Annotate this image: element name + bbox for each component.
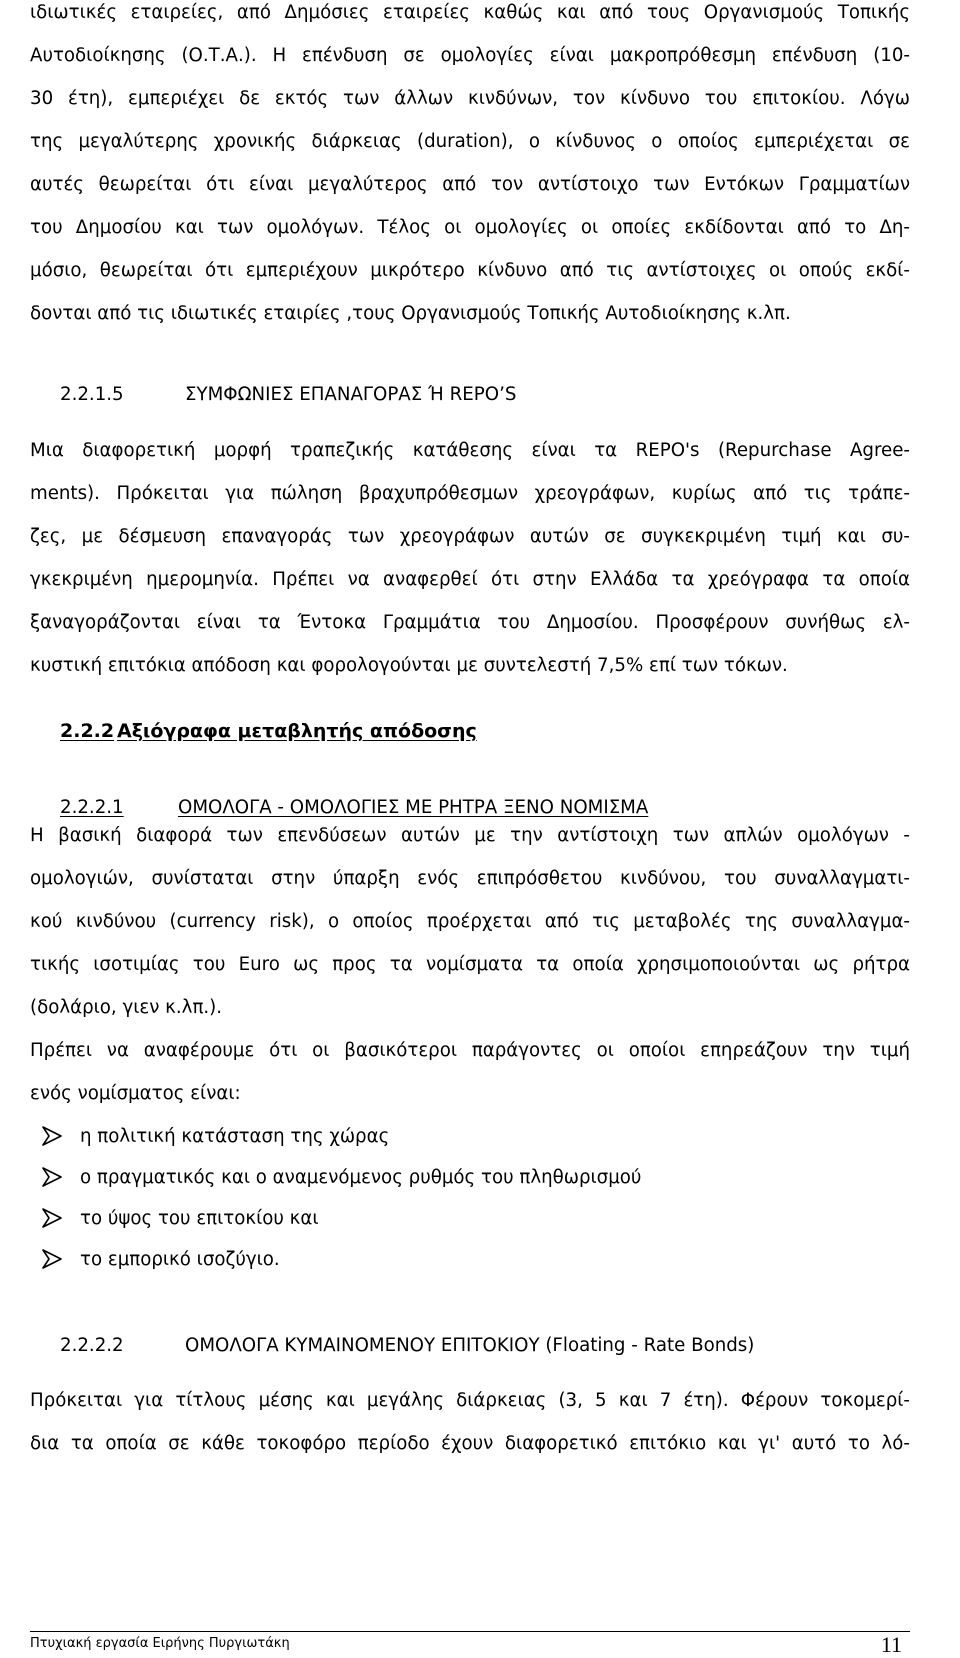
paragraph-line: του Δημοσίου και των ομολόγων. Τέλος οι ομολογίες οι οποίες εκδίδονται από το Δη- <box>30 217 910 238</box>
paragraph-line: δια τα οποία σε κάθε τοκοφόρο περίοδο έχουν διαφορετικό επιτόκιο και γι' αυτό το λό- <box>30 1433 910 1454</box>
section-number: 2.2.1.5 <box>60 384 124 405</box>
paragraph-line: Αυτοδιοίκησης (Ο.Τ.Α.). Η επένδυση σε ομολογίες είναι μακροπρόθεσμη επένδυση (10- <box>30 45 910 66</box>
paragraph-line: Πρέπει να αναφέρουμε ότι οι βασικότεροι παράγοντες οι οποίοι επηρεάζουν την τιμή <box>30 1040 910 1061</box>
paragraph-line: αυτές θεωρείται ότι είναι μεγαλύτερος από τον αντίστοιχο των Εντόκων Γραμματίων <box>30 174 910 195</box>
footer-divider <box>30 1631 910 1632</box>
paragraph-line: 30 έτη), εμπεριέχει δε εκτός των άλλων κινδύνων, τον κίνδυνο του επιτοκίου. Λόγω <box>30 88 910 109</box>
paragraph-line: κού κινδύνου (currency risk), ο οποίος προέρχεται από τις μεταβολές της συναλλαγμα- <box>30 911 910 932</box>
list-item: η πολιτική κατάσταση της χώρας <box>80 1126 390 1147</box>
paragraph-line: Μια διαφορετική μορφή τραπεζικής κατάθεσης είναι τα REPO's (Repurchase Agree- <box>30 440 910 461</box>
paragraph-line: τικής ισοτιμίας του Euro ως προς τα νομίσματα τα οποία χρησιμοποιούνται ως ρήτρα <box>30 954 910 975</box>
paragraph-line: ζες, με δέσμευση επαναγοράς των χρεογράφων αυτών σε συγκεκριμένη τιμή και συ- <box>30 526 910 547</box>
list-item: το εμπορικό ισοζύγιο. <box>80 1249 280 1270</box>
paragraph-line: (δολάριο, γιεν κ.λπ.). <box>30 997 223 1018</box>
paragraph-line: Η βασική διαφορά των επενδύσεων αυτών με την αντίστοιχη των απλών ομολόγων - <box>30 825 910 846</box>
section-title: ΣΥΜΦΩΝΙΕΣ ΕΠΑΝΑΓΟΡΑΣ Ή REPO’S <box>185 384 517 405</box>
arrow-bullet-icon <box>40 1247 64 1271</box>
list-item: το ύψος του επιτοκίου και <box>80 1208 319 1229</box>
paragraph-line: μόσιο, θεωρείται ότι εμπεριέχουν μικρότερο κίνδυνο από τις αντίστοιχες οι οπούς εκδί- <box>30 260 910 281</box>
arrow-bullet-icon <box>40 1206 64 1230</box>
paragraph-line: ments). Πρόκειται για πώληση βραχυπρόθεσμων χρεογράφων, κυρίως από τις τράπε- <box>30 483 910 504</box>
paragraph-line: Πρόκειται για τίτλους μέσης και μεγάλης διάρκειας (3, 5 και 7 έτη). Φέρουν τοκομερί- <box>30 1390 910 1411</box>
paragraph-line: γκεκριμένη ημερομηνία. Πρέπει να αναφερθεί ότι στην Ελλάδα τα χρεόγραφα τα οποία <box>30 569 910 590</box>
paragraph-line: δονται από τις ιδιωτικές εταιρίες ,τους Οργανισμούς Τοπικής Αυτοδιοίκησης κ.λπ. <box>30 303 791 324</box>
paragraph-line: ομολογιών, συνίσταται στην ύπαρξη ενός επιπρόσθετου κινδύνου, του συναλλαγματι- <box>30 868 910 889</box>
paragraph-line: κυστική επιτόκια απόδοση και φορολογούνται με συντελεστή 7,5% επί των τόκων. <box>30 655 788 676</box>
arrow-bullet-icon <box>40 1124 64 1148</box>
section-number: 2.2.2.2 <box>60 1335 124 1356</box>
paragraph-line: της μεγαλύτερης χρονικής διάρκειας (duration), ο κίνδυνος ο οποίος εμπεριέχεται σε <box>30 131 910 152</box>
paragraph-line: ξαναγοράζονται είναι τα Έντοκα Γραμμάτια του Δημοσίου. Προσφέρουν συνήθως ελ- <box>30 612 910 633</box>
paragraph-line: ενός νομίσματος είναι: <box>30 1083 241 1104</box>
section-title: ΟΜΟΛΟΓΑ ΚΥΜΑΙΝΟΜΕΝΟΥ ΕΠΙΤΟΚΙΟΥ (Floating - Rate Bonds) <box>185 1335 755 1356</box>
page-number: 11 <box>880 1632 902 1657</box>
section-title: ΟΜΟΛΟΓΑ - ΟΜΟΛΟΓΙΕΣ ΜΕ ΡΗΤΡΑ ΞΕΝΟ ΝΟΜΙΣΜΑ <box>178 797 649 818</box>
arrow-bullet-icon <box>40 1165 64 1189</box>
footer-author: Πτυχιακή εργασία Ειρήνης Πυργιωτάκη <box>30 1636 290 1651</box>
list-item: ο πραγματικός και ο αναμενόμενος ρυθμός του πληθωρισμού <box>80 1167 642 1188</box>
section-number: 2.2.2.1 <box>60 797 124 818</box>
section-number: 2.2.2 <box>60 720 115 742</box>
section-title: Αξιόγραφα μεταβλητής απόδοσης <box>117 720 477 742</box>
paragraph-line: ιδιωτικές εταιρείες, από Δημόσιες εταιρείες καθώς και από τους Οργανισμούς Τοπικής <box>30 2 910 23</box>
